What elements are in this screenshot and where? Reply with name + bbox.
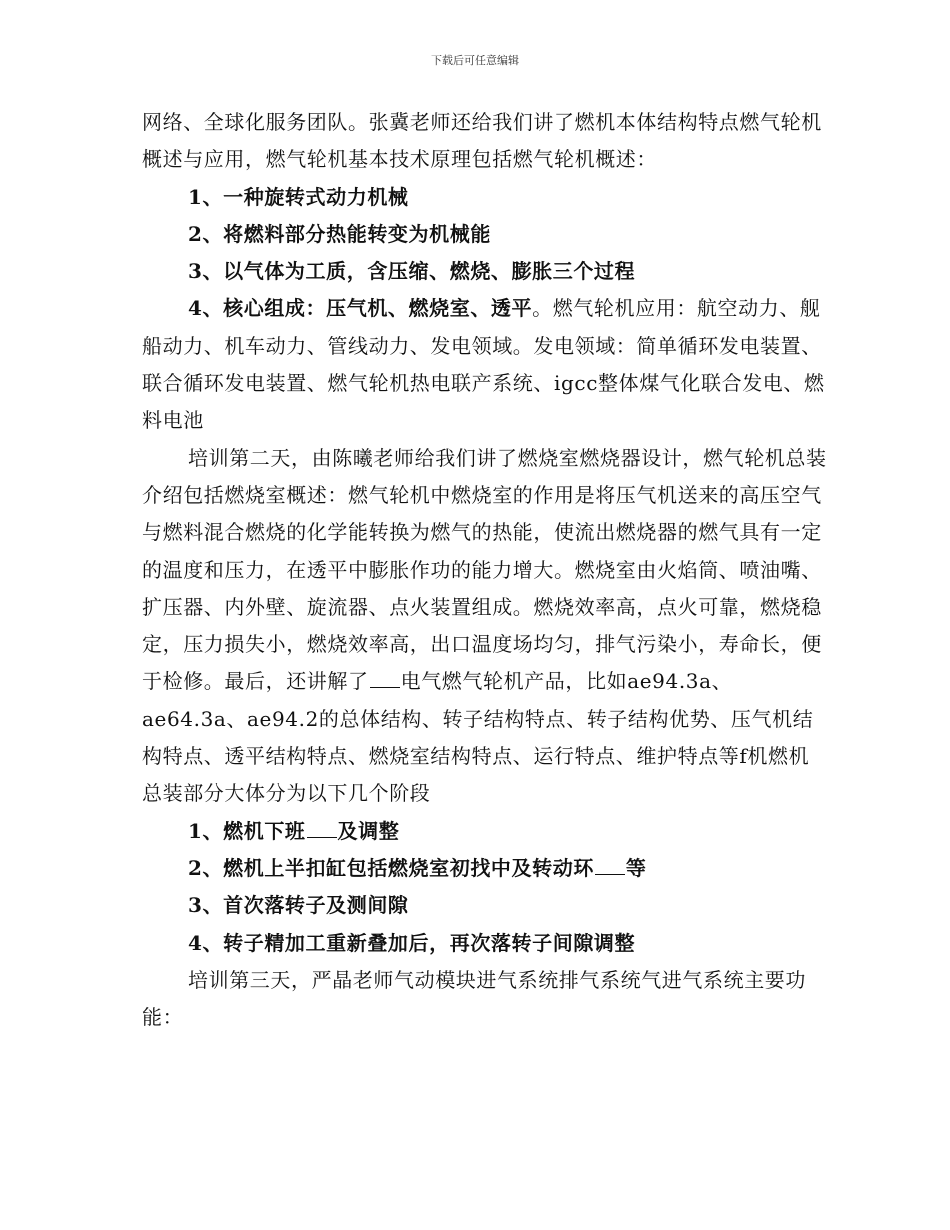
blank-line: [595, 856, 625, 875]
list-item-bold: 4、核心组成：压气机、燃烧室、透平: [188, 296, 533, 321]
list-item: 2、将燃料部分热能转变为机械能: [188, 221, 491, 246]
list-item: 3、首次落转子及测间隙: [188, 893, 409, 918]
paragraph: [142, 290, 828, 439]
list-item-text: 等: [625, 855, 647, 880]
list-item: [142, 850, 828, 887]
list-item-text: 1、燃机下班: [188, 818, 306, 843]
document-body: [142, 104, 828, 1036]
list-item: [142, 813, 828, 850]
paragraph-text: 。燃气轮机应用：航空动力、舰船动力、机车动力、管线动力、发电领域。发电领域：简单循环发电装置、联合循环发电装置、燃气轮机热电联产系统、igcc整体煤气化联合发电、燃料电池: [142, 296, 825, 433]
list-item: 3、以气体为工质，含压缩、燃烧、膨胀三个过程: [188, 259, 636, 284]
paragraph: 网络、全球化服务团队。张冀老师还给我们讲了燃机本体结构特点燃气轮机概述与应用，燃气轮机基本技术原理包括燃气轮机概述：: [142, 110, 822, 172]
list-item-text: 2、燃机上半扣缸包括燃烧室初找中及转动环: [188, 855, 594, 880]
blank-line: [307, 819, 337, 838]
paragraph-text: 培训第二天，由陈曦老师给我们讲了燃烧室燃烧器设计，燃气轮机总装介绍包括燃烧室概述：燃气轮机中燃烧室的作用是将压气机送来的高压空气与燃料混合燃烧的化学能转换为燃气的热能，使流出燃烧器的燃气具有一定的温度和压力，在透平中膨胀作功的能力增大。燃烧室由火焰筒、喷油嘴、扩压器、内外壁、旋流器、点火装置组成。燃烧效率高，点火可靠，燃烧稳定，压力损失小，燃烧效率高，出口温度场均匀，排气污染小，寿命长，便于检修。最后，还讲解了: [142, 445, 827, 694]
paragraph: 培训第三天，严晶老师气动模块进气系统排气系统气进气系统主要功能：: [142, 967, 806, 1030]
page-header: 下载后可任意编辑: [431, 54, 519, 67]
paragraph-text: 电气燃气轮机产品，比如ae94.3a、ae64.3a、ae94.2的总体结构、转子结构特点、转子结构优势、压气机结构特点、透平结构特点、燃烧室结构特点、运行特点、维护特点等f机燃机总装部分大体分为以下几个阶段: [142, 669, 814, 806]
paragraph: [142, 440, 828, 813]
list-item: 1、一种旋转式动力机械: [188, 184, 409, 209]
list-item: 4、转子精加工重新叠加后，再次落转子间隙调整: [188, 930, 636, 955]
blank-line: [370, 669, 400, 688]
list-item-text: 及调整: [337, 818, 400, 843]
